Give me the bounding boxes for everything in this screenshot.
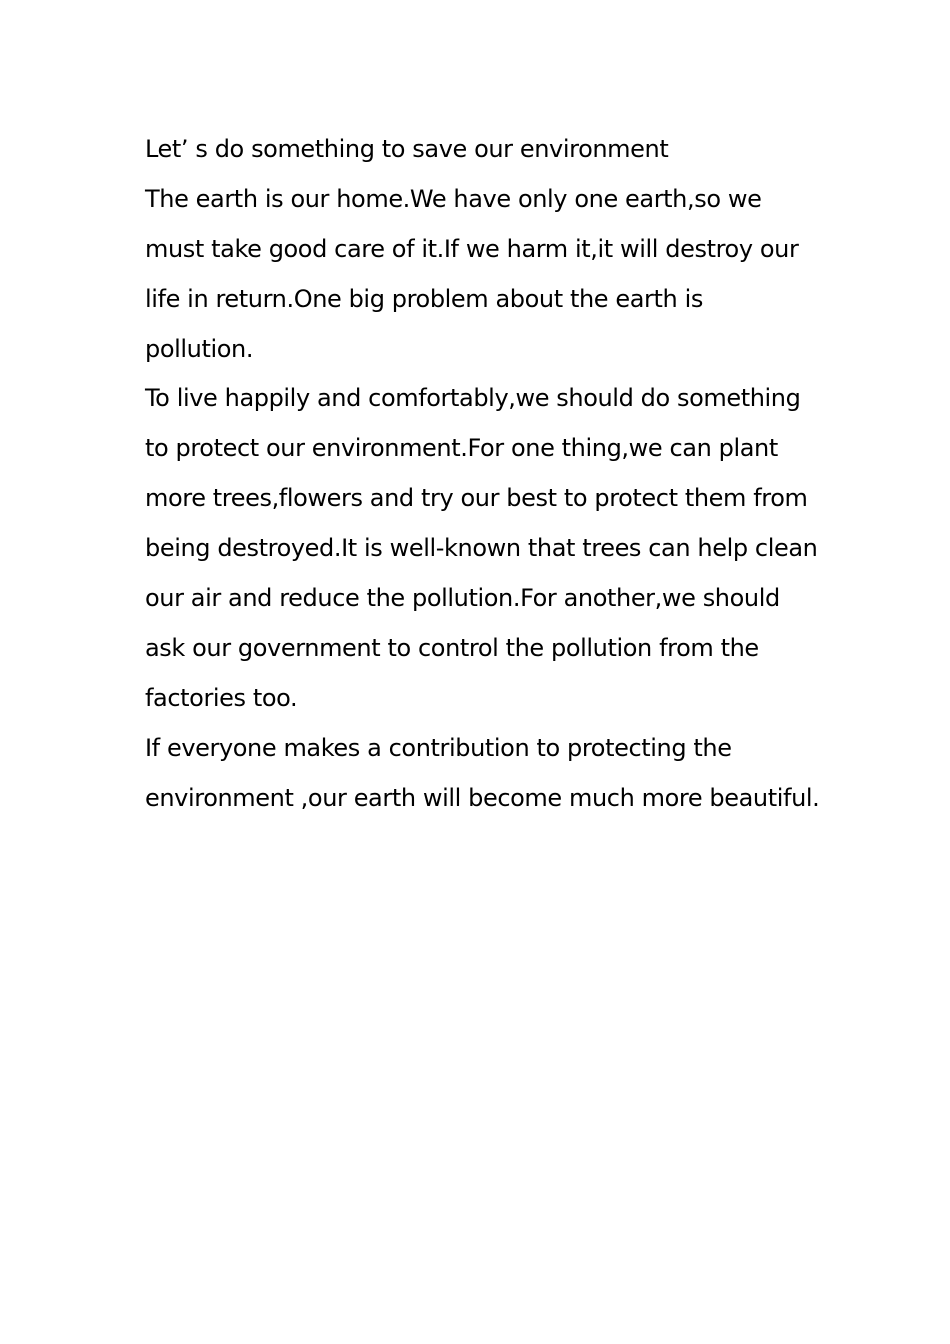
paragraph-1 [145, 175, 825, 375]
paragraph-line: pollution. [145, 334, 254, 363]
paragraph-2 [145, 374, 825, 723]
paragraph-line: ask our government to control the pollution from the [145, 633, 759, 662]
paragraph-line: The earth is our home.We have only one earth,so we [145, 184, 762, 213]
essay-body [145, 125, 825, 823]
paragraph-line: must take good care of it.If we harm it,it will destroy our [145, 234, 799, 263]
paragraph-line: environment ,our earth will become much more beautiful. [145, 783, 820, 812]
paragraph-line: life in return.One big problem about the earth is [145, 284, 703, 313]
paragraph-line: our air and reduce the pollution.For another,we should [145, 584, 780, 613]
paragraph-line: To live happily and comfortably,we should do something [145, 384, 801, 413]
essay-title: Let’ s do something to save our environment [145, 135, 669, 163]
paragraph-line: to protect our environment.For one thing,we can plant [145, 434, 778, 463]
paragraph-line: being destroyed.It is well-known that trees can help clean [145, 534, 818, 563]
paragraph-line: more trees,flowers and try our best to protect them from [145, 484, 808, 513]
paragraph-line: factories too. [145, 683, 298, 712]
paragraph-3 [145, 724, 825, 824]
paragraph-line: If everyone makes a contribution to protecting the [145, 733, 732, 762]
